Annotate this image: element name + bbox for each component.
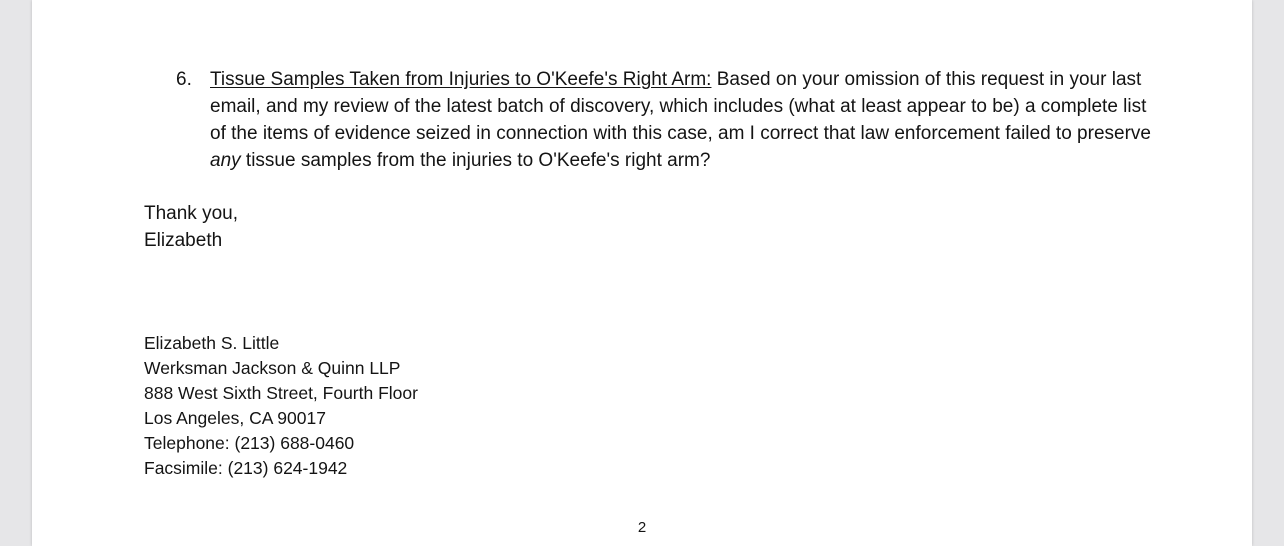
item-number: 6. bbox=[176, 69, 192, 90]
closing-name: Elizabeth bbox=[144, 230, 223, 251]
item-heading: Tissue Samples Taken from Injuries to O'Keefe's Right Arm: bbox=[210, 69, 712, 90]
page-number: 2 bbox=[637, 519, 647, 536]
document-page bbox=[32, 0, 1252, 546]
signature-city: Los Angeles, CA 90017 bbox=[144, 408, 326, 428]
item-emphasis: any bbox=[210, 150, 241, 171]
numbered-item-6 bbox=[176, 66, 1156, 174]
signature-block bbox=[144, 331, 418, 481]
item-text-before: Based on your omission of this request in your last email, and my review of the latest batch of discovery, which includes (what at least appear to be) a complete list of the items of evidence seized in connection with this case, am I correct that law enforcement failed to preserve bbox=[210, 69, 1151, 144]
signature-firm: Werksman Jackson & Quinn LLP bbox=[144, 358, 401, 378]
signature-telephone: Telephone: (213) 688-0460 bbox=[144, 433, 355, 453]
signature-facsimile: Facsimile: (213) 624-1942 bbox=[144, 458, 348, 478]
signature-street: 888 West Sixth Street, Fourth Floor bbox=[144, 383, 418, 403]
closing bbox=[144, 200, 238, 254]
closing-thanks: Thank you, bbox=[144, 203, 238, 224]
signature-name: Elizabeth S. Little bbox=[144, 333, 280, 353]
item-text-after: tissue samples from the injuries to O'Keefe's right arm? bbox=[240, 150, 711, 171]
item-body bbox=[210, 66, 1156, 174]
